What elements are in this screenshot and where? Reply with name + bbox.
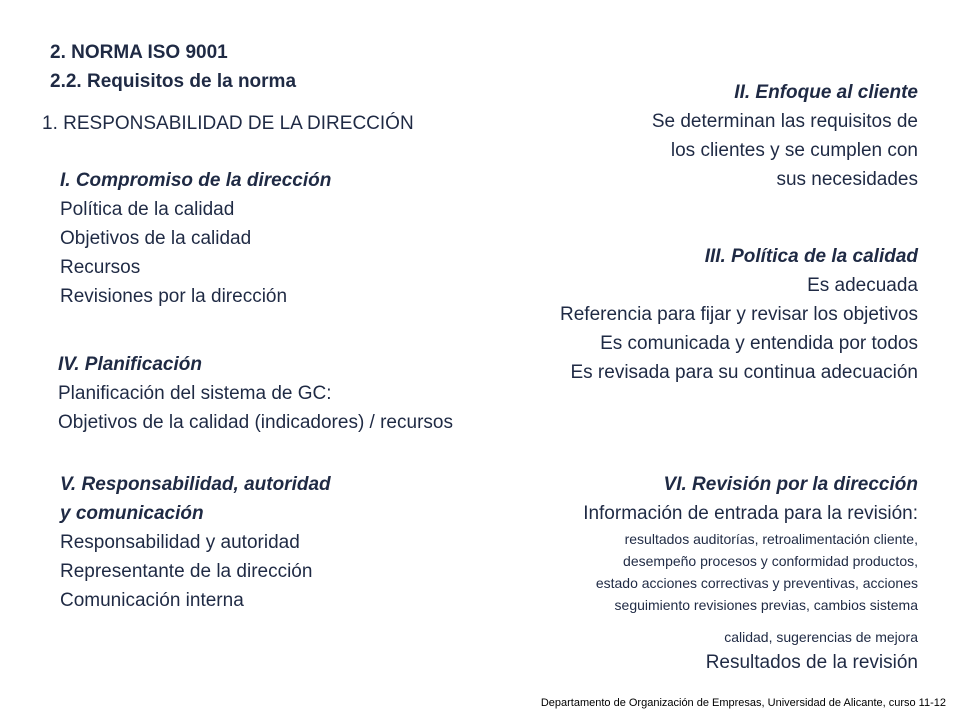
page-subtitle: 2.2. Requisitos de la norma bbox=[50, 71, 297, 92]
list-item: Política de la calidad bbox=[60, 199, 235, 220]
block-revision bbox=[583, 470, 918, 677]
block-planificacion bbox=[58, 350, 453, 437]
detail-line: calidad, sugerencias de mejora bbox=[724, 629, 918, 645]
list-item: Referencia para fijar y revisar los objetivos bbox=[560, 304, 918, 325]
list-item: Revisiones por la dirección bbox=[60, 286, 288, 307]
block-heading: II. Enfoque al cliente bbox=[734, 82, 918, 103]
detail-line: resultados auditorías, retroalimentación cliente, bbox=[624, 531, 918, 547]
block-heading: IV. Planificación bbox=[58, 354, 202, 375]
block-heading: V. Responsabilidad, autoridad bbox=[60, 474, 331, 495]
text-line: Resultados de la revisión bbox=[705, 652, 918, 673]
list-item: Es comunicada y entendida por todos bbox=[600, 333, 918, 354]
text-line: los clientes y se cumplen con bbox=[670, 140, 918, 161]
section-title: 1. RESPONSABILIDAD DE LA DIRECCIÓN bbox=[42, 113, 414, 134]
list-item: Responsabilidad y autoridad bbox=[60, 532, 300, 553]
detail-line: seguimiento revisiones previas, cambios sistema bbox=[614, 597, 918, 613]
footer-text: Departamento de Organización de Empresas, Universidad de Alicante, curso 11-12 bbox=[540, 697, 946, 709]
text-line: Objetivos de la calidad (indicadores) / recursos bbox=[58, 412, 453, 433]
block-heading: III. Política de la calidad bbox=[704, 246, 918, 267]
block-heading: y comunicación bbox=[60, 503, 204, 524]
block-heading: VI. Revisión por la dirección bbox=[663, 474, 918, 495]
list-item: Representante de la dirección bbox=[60, 561, 313, 582]
block-responsabilidad bbox=[60, 470, 331, 615]
list-item: Comunicación interna bbox=[60, 590, 244, 611]
text-line: Planificación del sistema de GC: bbox=[58, 383, 332, 404]
block-heading: I. Compromiso de la dirección bbox=[60, 170, 332, 191]
detail-line: estado acciones correctivas y preventivas, acciones bbox=[595, 575, 918, 591]
list-item: Objetivos de la calidad bbox=[60, 228, 252, 249]
list-item: Recursos bbox=[60, 257, 141, 278]
block-compromiso bbox=[60, 166, 331, 311]
text-line: Información de entrada para la revisión: bbox=[583, 503, 918, 524]
block-enfoque bbox=[652, 78, 918, 194]
page-title: 2. NORMA ISO 9001 bbox=[50, 42, 228, 63]
list-item: Es adecuada bbox=[807, 275, 918, 296]
block-politica bbox=[560, 242, 918, 387]
text-line: Se determinan las requisitos de bbox=[651, 111, 918, 132]
text-line: sus necesidades bbox=[776, 169, 918, 190]
list-item: Es revisada para su continua adecuación bbox=[570, 362, 918, 383]
detail-line: desempeño procesos y conformidad productos, bbox=[623, 553, 918, 569]
